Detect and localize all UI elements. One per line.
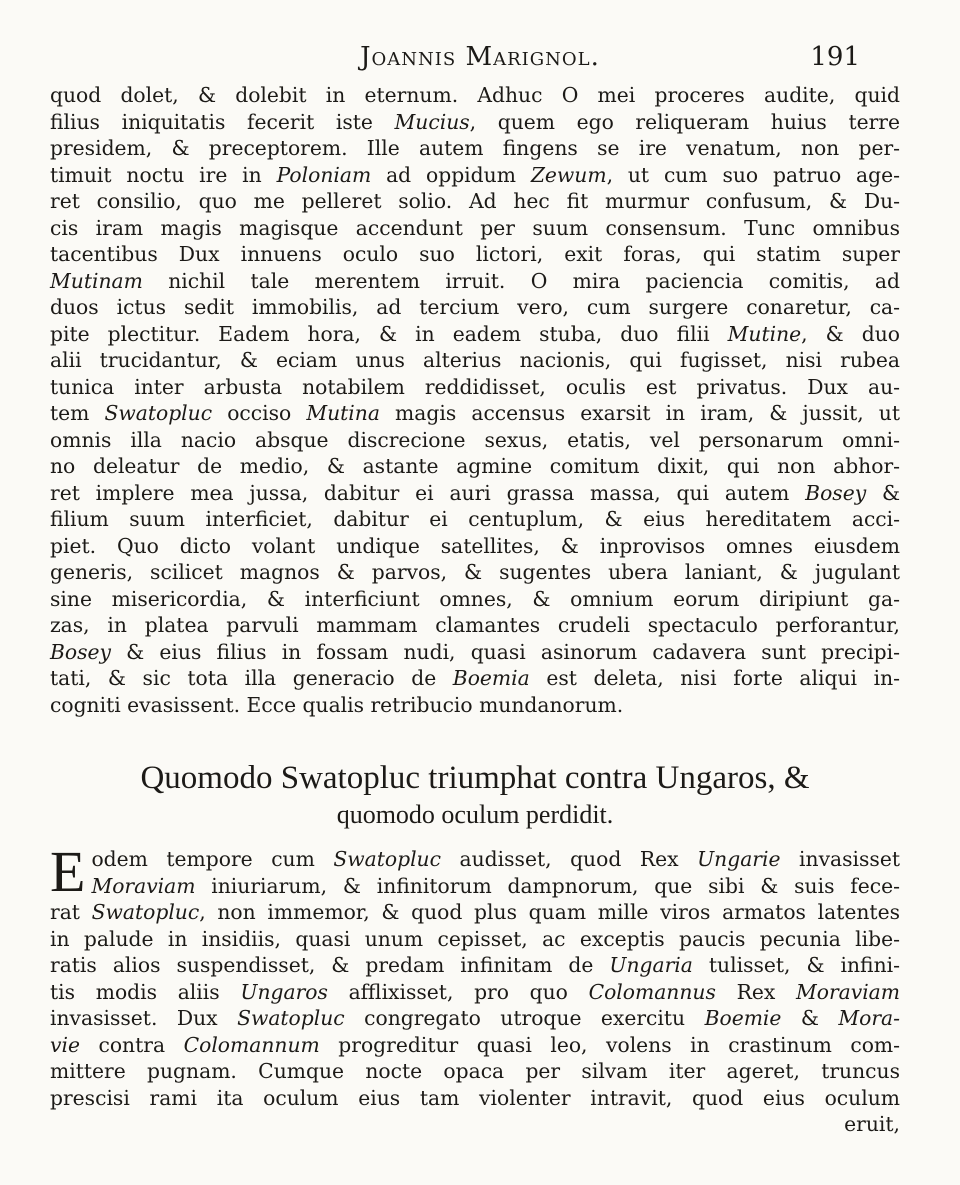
text-run: in palude in insidiis, quasi unum cepisset, ac exceptis paucis pecunia libe-: [50, 926, 900, 951]
text-run: piet. Quo dicto volant undique satellites, & inprovisos omnes eiusdem: [50, 533, 900, 558]
text-run: tati, & sic tota illa generacio de: [50, 666, 453, 690]
text-line: [50, 873, 900, 900]
italic-name: Swatopluc: [333, 847, 441, 871]
text-line: [50, 1111, 900, 1138]
text-run: tis modis aliis: [50, 979, 241, 1004]
text-line: [50, 533, 900, 560]
text-line: [50, 979, 900, 1006]
text-run: tacentibus Dux innuens oculo suo lictori, exit foras, qui statim super: [50, 242, 900, 266]
text-run: filium suum interficiet, dabitur ei centuplum, & eius hereditatem acci-: [50, 507, 900, 531]
text-line: [50, 188, 900, 215]
text-run: quod dolet, & dolebit in eternum. Adhuc O mei proceres audite, quid: [50, 83, 900, 107]
text-line: [50, 162, 900, 189]
text-run: prescisi rami ita oculum eius tam violenter intravit, quod eius oculum: [50, 1085, 900, 1110]
text-run: audisset, quod Rex: [440, 847, 698, 871]
text-line: [50, 586, 900, 613]
text-run: generis, scilicet magnos & parvos, & sugentes ubera laniant, & jugulant: [50, 560, 900, 584]
italic-name: Boemie: [704, 1006, 782, 1030]
italic-name: Mucius: [394, 109, 470, 134]
italic-name: vie: [50, 1032, 80, 1057]
text-run: cogniti evasissent. Ecce qualis retribucio mundanorum.: [50, 692, 624, 717]
text-run: &: [866, 480, 900, 505]
italic-name: Swatopluc: [104, 401, 213, 425]
text-run: alii trucidantur, & eciam unus alterius nacionis, qui fugisset, nisi rubea: [50, 348, 900, 372]
text-run: contra: [79, 1032, 184, 1057]
text-run: mittere pugnam. Cumque nocte opaca per silvam iter ageret, truncus: [50, 1059, 900, 1083]
italic-name: Colomannum: [183, 1032, 320, 1057]
text-line: [50, 215, 900, 242]
text-run: &: [781, 1006, 839, 1030]
text-run: zas, in platea parvuli mammam clamantes crudeli spectaculo perforantur,: [50, 613, 900, 637]
text-line: [50, 639, 900, 666]
text-run: cis iram magis magisque accendunt per suum consensum. Tunc omnibus: [50, 215, 900, 240]
text-run: Rex: [715, 979, 796, 1004]
text-run: progreditur quasi leo, volens in crastinum com-: [319, 1032, 900, 1057]
text-run: tulisset, & infini-: [692, 953, 900, 977]
text-line: [50, 926, 900, 953]
text-run: omnis illa nacio absque discrecione sexus, etatis, vel personarum omni-: [50, 427, 900, 452]
text-line: [50, 347, 900, 374]
italic-name: Colomannus: [588, 979, 716, 1004]
text-run: tem: [50, 401, 105, 425]
text-line: [50, 665, 900, 692]
text-run: sine misericordia, & interficiunt omnes, & omnium eorum diripiunt ga-: [50, 586, 900, 611]
text-run: eruit,: [844, 1112, 900, 1136]
paragraph-1: [50, 82, 900, 718]
drop-cap: E: [50, 839, 86, 904]
text-run: , & duo: [801, 321, 900, 346]
text-run: occiso: [212, 401, 307, 425]
text-run: presidem, & preceptorem. Ille autem fingens se ire venatum, non per-: [50, 136, 900, 160]
text-run: odem tempore cum: [91, 847, 334, 871]
section-heading-main: Quomodo Swatopluc triumphat contra Ungaros, &: [140, 760, 810, 796]
text-run: congregato utroque exercitu: [344, 1006, 705, 1030]
text-run: , quem ego reliqueram huius terre: [469, 109, 900, 134]
text-run: magis accensus exarsit in iram, & jussit, ut: [379, 401, 900, 425]
italic-name: Moraviam: [91, 873, 196, 898]
text-line: [50, 1032, 900, 1059]
text-line: [50, 952, 900, 979]
italic-name: Ungaros: [240, 979, 328, 1004]
text-line: [50, 427, 900, 454]
text-run: timuit noctu ire in: [50, 162, 277, 187]
italic-name: Ungaria: [609, 953, 693, 977]
text-run: rat: [50, 900, 92, 924]
italic-name: Mora-: [838, 1006, 900, 1030]
text-run: invasisset. Dux: [50, 1006, 238, 1030]
italic-name: Moraviam: [795, 979, 900, 1004]
section-heading-sub: quomodo oculum perdidit.: [336, 800, 614, 829]
text-run: ret implere mea jussa, dabitur ei auri grassa massa, qui autem: [50, 480, 806, 505]
text-line: [50, 400, 900, 427]
text-run: ratis alios suspendisset, & predam infinitam de: [50, 953, 610, 977]
text-run: nichil tale merentem irruit. O mira paciencia comitis, ad: [142, 268, 900, 293]
running-head: [50, 42, 910, 82]
italic-name: Mutina: [306, 401, 380, 425]
text-run: tunica inter arbusta notabilem reddidisset, oculis est privatus. Dux au-: [50, 374, 900, 399]
italic-name: Zewum: [530, 162, 607, 187]
text-run: duos ictus sedit immobilis, ad tercium vero, cum surgere conaretur, ca-: [50, 295, 900, 319]
text-line: [50, 294, 900, 321]
text-line: [50, 82, 900, 109]
text-run: no deleatur de medio, & astante agmine comitum dixit, qui non abhor-: [50, 454, 900, 478]
text-run: afflixisset, pro quo: [327, 979, 589, 1004]
text-line: [50, 109, 900, 136]
text-run: ret consilio, quo me pelleret solio. Ad hec fit murmur confusum, & Du-: [50, 189, 900, 213]
italic-name: Poloniam: [276, 162, 372, 187]
italic-name: Ungarie: [697, 847, 781, 871]
text-run: ad oppidum: [371, 162, 531, 187]
text-line: [50, 480, 900, 507]
text-line: [50, 506, 900, 533]
paragraph-2: [50, 839, 900, 1138]
italic-name: Mutinam: [50, 268, 143, 293]
text-line: [50, 374, 900, 401]
text-line: [50, 899, 900, 926]
text-line: [50, 453, 900, 480]
text-line: [50, 1058, 900, 1085]
text-run: invasisset: [780, 847, 900, 871]
italic-name: Mutine: [727, 321, 802, 346]
text-run: filius iniquitatis fecerit iste: [50, 109, 395, 134]
text-line: [50, 241, 900, 268]
text-line: [50, 846, 900, 873]
italic-name: Swatopluc: [91, 900, 200, 924]
text-line: [50, 1085, 900, 1112]
text-line: [50, 1005, 900, 1032]
text-line: [50, 268, 900, 295]
text-run: pite plectitur. Eadem hora, & in eadem stuba, duo filii: [50, 321, 728, 346]
text-line: [50, 135, 900, 162]
text-run: est deleta, nisi forte aliqui in-: [529, 666, 900, 690]
page-number: 191: [810, 42, 860, 72]
section-heading: [50, 758, 900, 832]
text-line: [50, 612, 900, 639]
italic-name: Boemia: [452, 666, 530, 690]
text-run: , non immemor, & quod plus quam mille viros armatos latentes: [199, 900, 900, 924]
text-run: , ut cum suo patruo age-: [606, 162, 900, 187]
running-title: Joannis Marignol.: [360, 42, 600, 72]
text-run: iniuriarum, & infinitorum dampnorum, que sibi & suis fece-: [195, 873, 900, 898]
text-line: [50, 321, 900, 348]
text-run: & eius filius in fossam nudi, quasi asinorum cadavera sunt precipi-: [110, 639, 900, 664]
italic-name: Swatopluc: [237, 1006, 345, 1030]
text-line: [50, 559, 900, 586]
italic-name: Bosey: [805, 480, 867, 505]
text-line: [50, 692, 900, 719]
italic-name: Bosey: [50, 639, 111, 664]
